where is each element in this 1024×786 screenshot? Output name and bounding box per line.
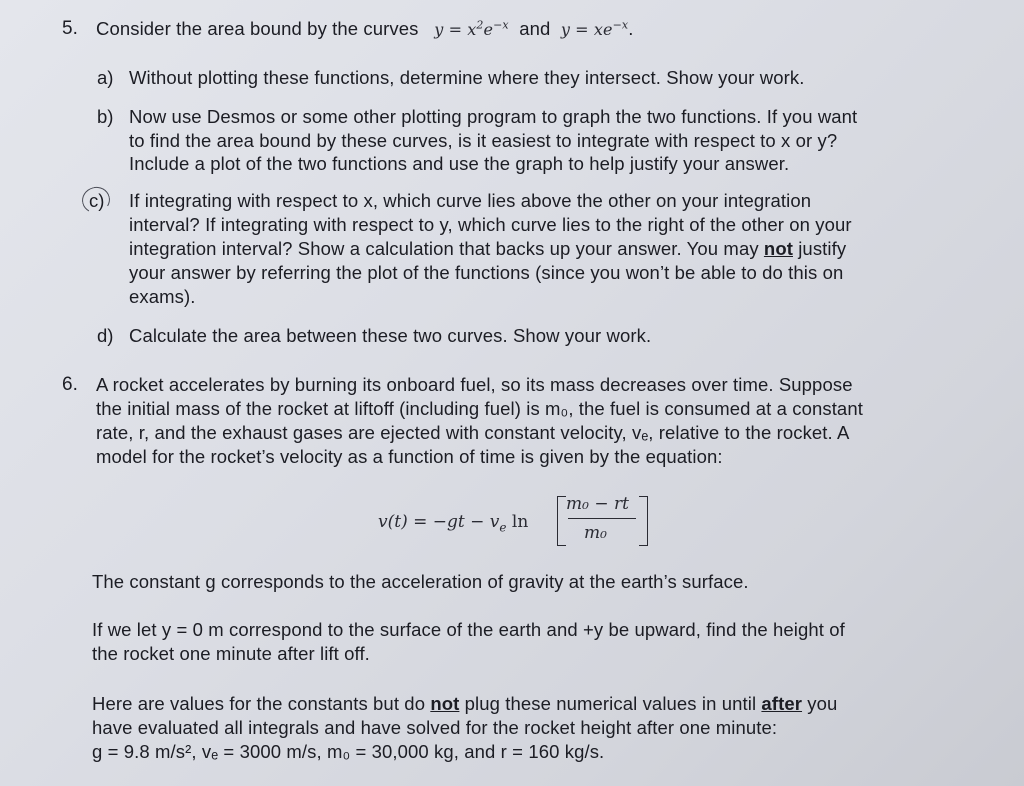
values-line-3: g = 9.8 m/s², vₑ = 3000 m/s, m₀ = 30,000 kg, and r = 160 kg/s. (92, 741, 605, 762)
equation-lhs: $v(t) = -gt - v_e$ ln (378, 512, 529, 535)
part-b-line-3: Include a plot of the two functions and use the graph to help justify your answer. (129, 153, 790, 174)
problem-5-intro-text: Consider the area bound by the curves (96, 18, 419, 39)
part-b-line-1: Now use Desmos or some other plotting program to graph the two functions. If you want (129, 106, 858, 127)
part-d-label: d) (97, 325, 114, 346)
curve-1-equation: $y = x^2e^{-x}$ (434, 18, 509, 39)
problem-6-line-2: the initial mass of the rocket at liftoff (including fuel) is m₀, the fuel is consumed at a constant (96, 398, 863, 419)
left-bracket (557, 496, 566, 546)
problem-6-number: 6. (62, 374, 78, 395)
not-emphasis-2: not (430, 693, 460, 714)
and-word: and (519, 18, 551, 39)
part-a-label: a) (97, 67, 114, 88)
velocity-equation (378, 494, 678, 550)
problem-6-line-1: A rocket accelerates by burning its onboard fuel, so its mass decreases over time. Suppose (96, 374, 853, 395)
values-line-2: have evaluated all integrals and have solved for the rocket height after one minute: (92, 717, 778, 738)
right-bracket (639, 496, 648, 546)
part-c-line-2: interval? If integrating with respect to y, which curve lies to the right of the other on your (129, 214, 852, 235)
height-question-line-2: the rocket one minute after lift off. (92, 643, 370, 664)
height-question-line-1: If we let y = 0 m correspond to the surface of the earth and +y be upward, find the height of (92, 619, 845, 640)
part-c-line-4: your answer by referring the plot of the functions (since you won’t be able to do this on (129, 262, 844, 283)
part-a-text: Without plotting these functions, determine where they intersect. Show your work. (129, 67, 805, 88)
part-b-line-2: to find the area bound by these curves, is it easiest to integrate with respect to x or y? (129, 130, 838, 151)
part-c-line-3: integration interval? Show a calculation that backs up your answer. You may not justify (129, 238, 847, 259)
problem-5-number: 5. (62, 18, 78, 39)
part-c-label: c) (89, 190, 105, 211)
part-b-label: b) (97, 106, 114, 127)
curve-2-equation: $y = xe^{-x}$ (560, 18, 629, 39)
problem-6-line-3: rate, r, and the exhaust gases are ejected with constant velocity, vₑ, relative to the rocket. A (96, 422, 850, 443)
part-c-line-1: If integrating with respect to x, which curve lies above the other on your integration (129, 190, 812, 211)
not-emphasis: not (763, 238, 793, 259)
gravity-statement: The constant g corresponds to the acceleration of gravity at the earth’s surface. (92, 571, 749, 592)
part-c-line-5: exams). (129, 286, 196, 307)
period: . (628, 18, 634, 39)
problem-6-line-4: model for the rocket’s velocity as a function of time is given by the equation: (96, 446, 723, 467)
fraction-bar (568, 518, 636, 519)
fraction-denominator: m₀ (584, 523, 607, 543)
fraction-numerator: m₀ − rt (566, 494, 629, 514)
values-line-1: Here are values for the constants but do not plug these numerical values in until after you (92, 693, 838, 714)
after-emphasis: after (761, 693, 803, 714)
problem-5-intro (96, 18, 633, 40)
part-d-text: Calculate the area between these two curves. Show your work. (129, 325, 652, 346)
